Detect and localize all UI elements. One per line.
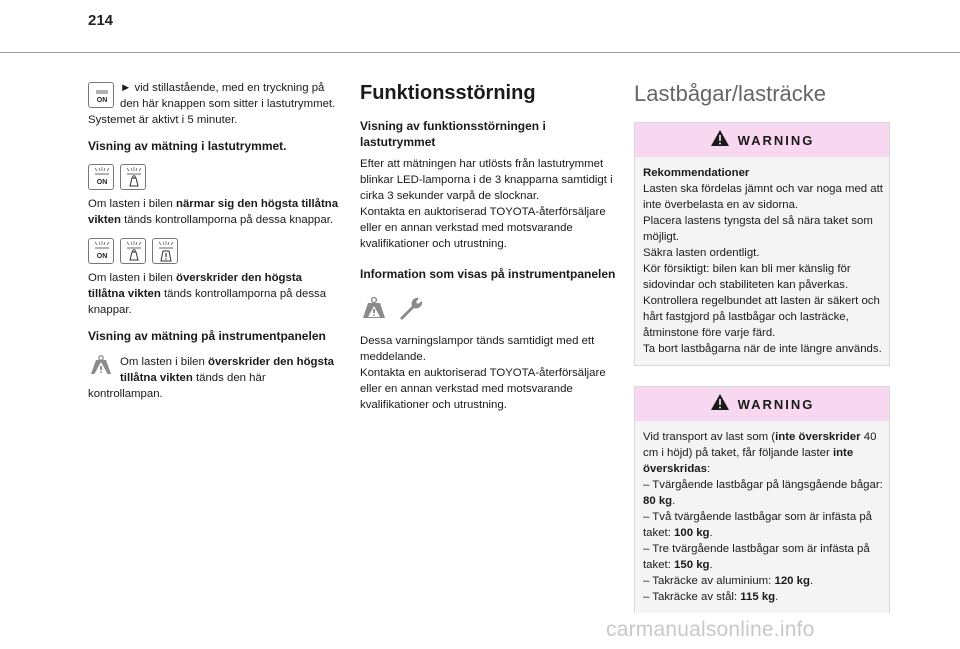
- icon-row-exceed: [88, 238, 340, 264]
- recommendation-line: Kör försiktigt: bilen kan bli mer känslig för sidovindar och stabiliteten kan påverkas.: [643, 263, 851, 291]
- warning-triangle-icon: [710, 129, 730, 152]
- recommendation-line: Lasten ska fördelas jämnt och var noga med att inte överbelasta en av sidorna.: [643, 183, 883, 211]
- icon-row-approach: [88, 164, 340, 190]
- on-label: ON: [96, 97, 108, 104]
- heading-cargo-measurement: Visning av mätning i lastutrymmet.: [88, 139, 287, 153]
- warning-title: WARNING: [737, 132, 815, 148]
- heading-instrument-info: Information som visas på instrumentpanelen: [360, 267, 616, 281]
- exceed-paragraph: Om lasten i bilen överskrider den högsta tillåtna vikten tänds kontrollamporna på dessa knappar.: [88, 272, 327, 316]
- load-limit-item: – Takräcke av aluminium: 120 kg.: [643, 575, 814, 587]
- heading-instrument-panel: Visning av mätning på instrumentpanelen: [88, 329, 326, 343]
- recommendations-heading: Rekommendationer: [643, 167, 750, 179]
- page-number: 214: [88, 12, 114, 29]
- load-weight-icon: [120, 238, 146, 264]
- malfunction-contact-text: Kontakta en auktoriserad TOYOTA-återförsäljare eller en annan verkstad med motsvarande kvalifikationer och utrustning.: [360, 206, 606, 250]
- warning-triangle-icon: [710, 393, 730, 416]
- on-light-icon: [88, 164, 114, 190]
- warning-header: [635, 123, 889, 157]
- on-light-icon: [88, 238, 114, 264]
- recommendation-line: Ta bort lastbågarna när de inte längre används.: [643, 343, 882, 355]
- warning-box-load-limits: [634, 386, 890, 613]
- malfunction-cargo-text: Efter att mätningen har utlösts från lastutrymmet blinkar LED-lamporna i de 3 knapparna samtidigt i cirka 3 sekunder varpå de slocknar.: [360, 158, 613, 202]
- overload-warning-icon: [152, 238, 178, 264]
- svg-text:ON: ON: [96, 179, 108, 186]
- recommendation-line: Kontrollera regelbundet att lasten är säkert och hårt fastgjord på lastbågar och lasträcke, åtminstone före varje färd.: [643, 295, 880, 339]
- load-warning-icon: [88, 354, 114, 376]
- svg-text:ON: ON: [96, 253, 108, 260]
- warning-box-recommendations: [634, 122, 890, 366]
- on-button-icon: [88, 82, 114, 108]
- column-2: [360, 80, 618, 413]
- load-limit-item: – Tre tvärgående lastbågar som är infästa på taket: 150 kg.: [643, 543, 870, 571]
- load-limit-item: – Två tvärgående lastbågar som är infästa på taket: 100 kg.: [643, 511, 873, 539]
- warning-header: [635, 387, 889, 421]
- warning-body: [635, 421, 889, 613]
- warning-body: [635, 157, 889, 365]
- column-1: [88, 80, 340, 402]
- malfunction-instrument-text: Dessa varningslampor tänds samtidigt med ett meddelande.: [360, 335, 595, 363]
- instrument-warning-text: Om lasten i bilen överskrider den högsta tillåtna vikten tänds den här kontrollampan.: [88, 356, 334, 400]
- recommendation-line: Säkra lasten ordentligt.: [643, 247, 760, 259]
- section-title-malfunction: Funktionsstörning: [360, 82, 536, 104]
- malfunction-icon-row: [360, 294, 618, 327]
- intro-paragraph: [88, 80, 340, 128]
- warning-title: WARNING: [737, 396, 815, 412]
- load-limit-item: – Tvärgående lastbågar på längsgående bågar: 80 kg.: [643, 479, 883, 507]
- load-limits-intro: Vid transport av last som (inte överskrider 40 cm i höjd) på taket, får följande laster inte överskridas:: [643, 431, 877, 475]
- recommendation-line: Placera lastens tyngsta del så nära taket som möjligt.: [643, 215, 873, 243]
- intro-text: ► vid stillastående, med en tryckning på den här knappen som sitter i lastutrymmet. Systemet är aktivt i 5 minuter.: [88, 82, 336, 126]
- header-divider: [0, 52, 960, 53]
- wrench-icon: [396, 294, 426, 327]
- load-weight-icon: [120, 164, 146, 190]
- load-warning-icon: [360, 294, 388, 327]
- approach-paragraph: Om lasten i bilen närmar sig den högsta tillåtna vikten tänds kontrollamporna på dessa knappar.: [88, 198, 339, 226]
- section-title-roof-bars: Lastbågar/lasträcke: [634, 81, 826, 106]
- heading-malfunction-cargo: Visning av funktionsstörningen i lastutrymmet: [360, 119, 546, 149]
- column-3: [634, 80, 890, 613]
- instrument-warning-paragraph: [88, 354, 340, 402]
- malfunction-instrument-contact-text: Kontakta en auktoriserad TOYOTA-återförsäljare eller en annan verkstad med motsvarande kvalifikationer och utrustning.: [360, 367, 606, 411]
- watermark: carmanualsonline.info: [606, 618, 815, 641]
- load-limit-item: – Takräcke av stål: 115 kg.: [643, 591, 779, 603]
